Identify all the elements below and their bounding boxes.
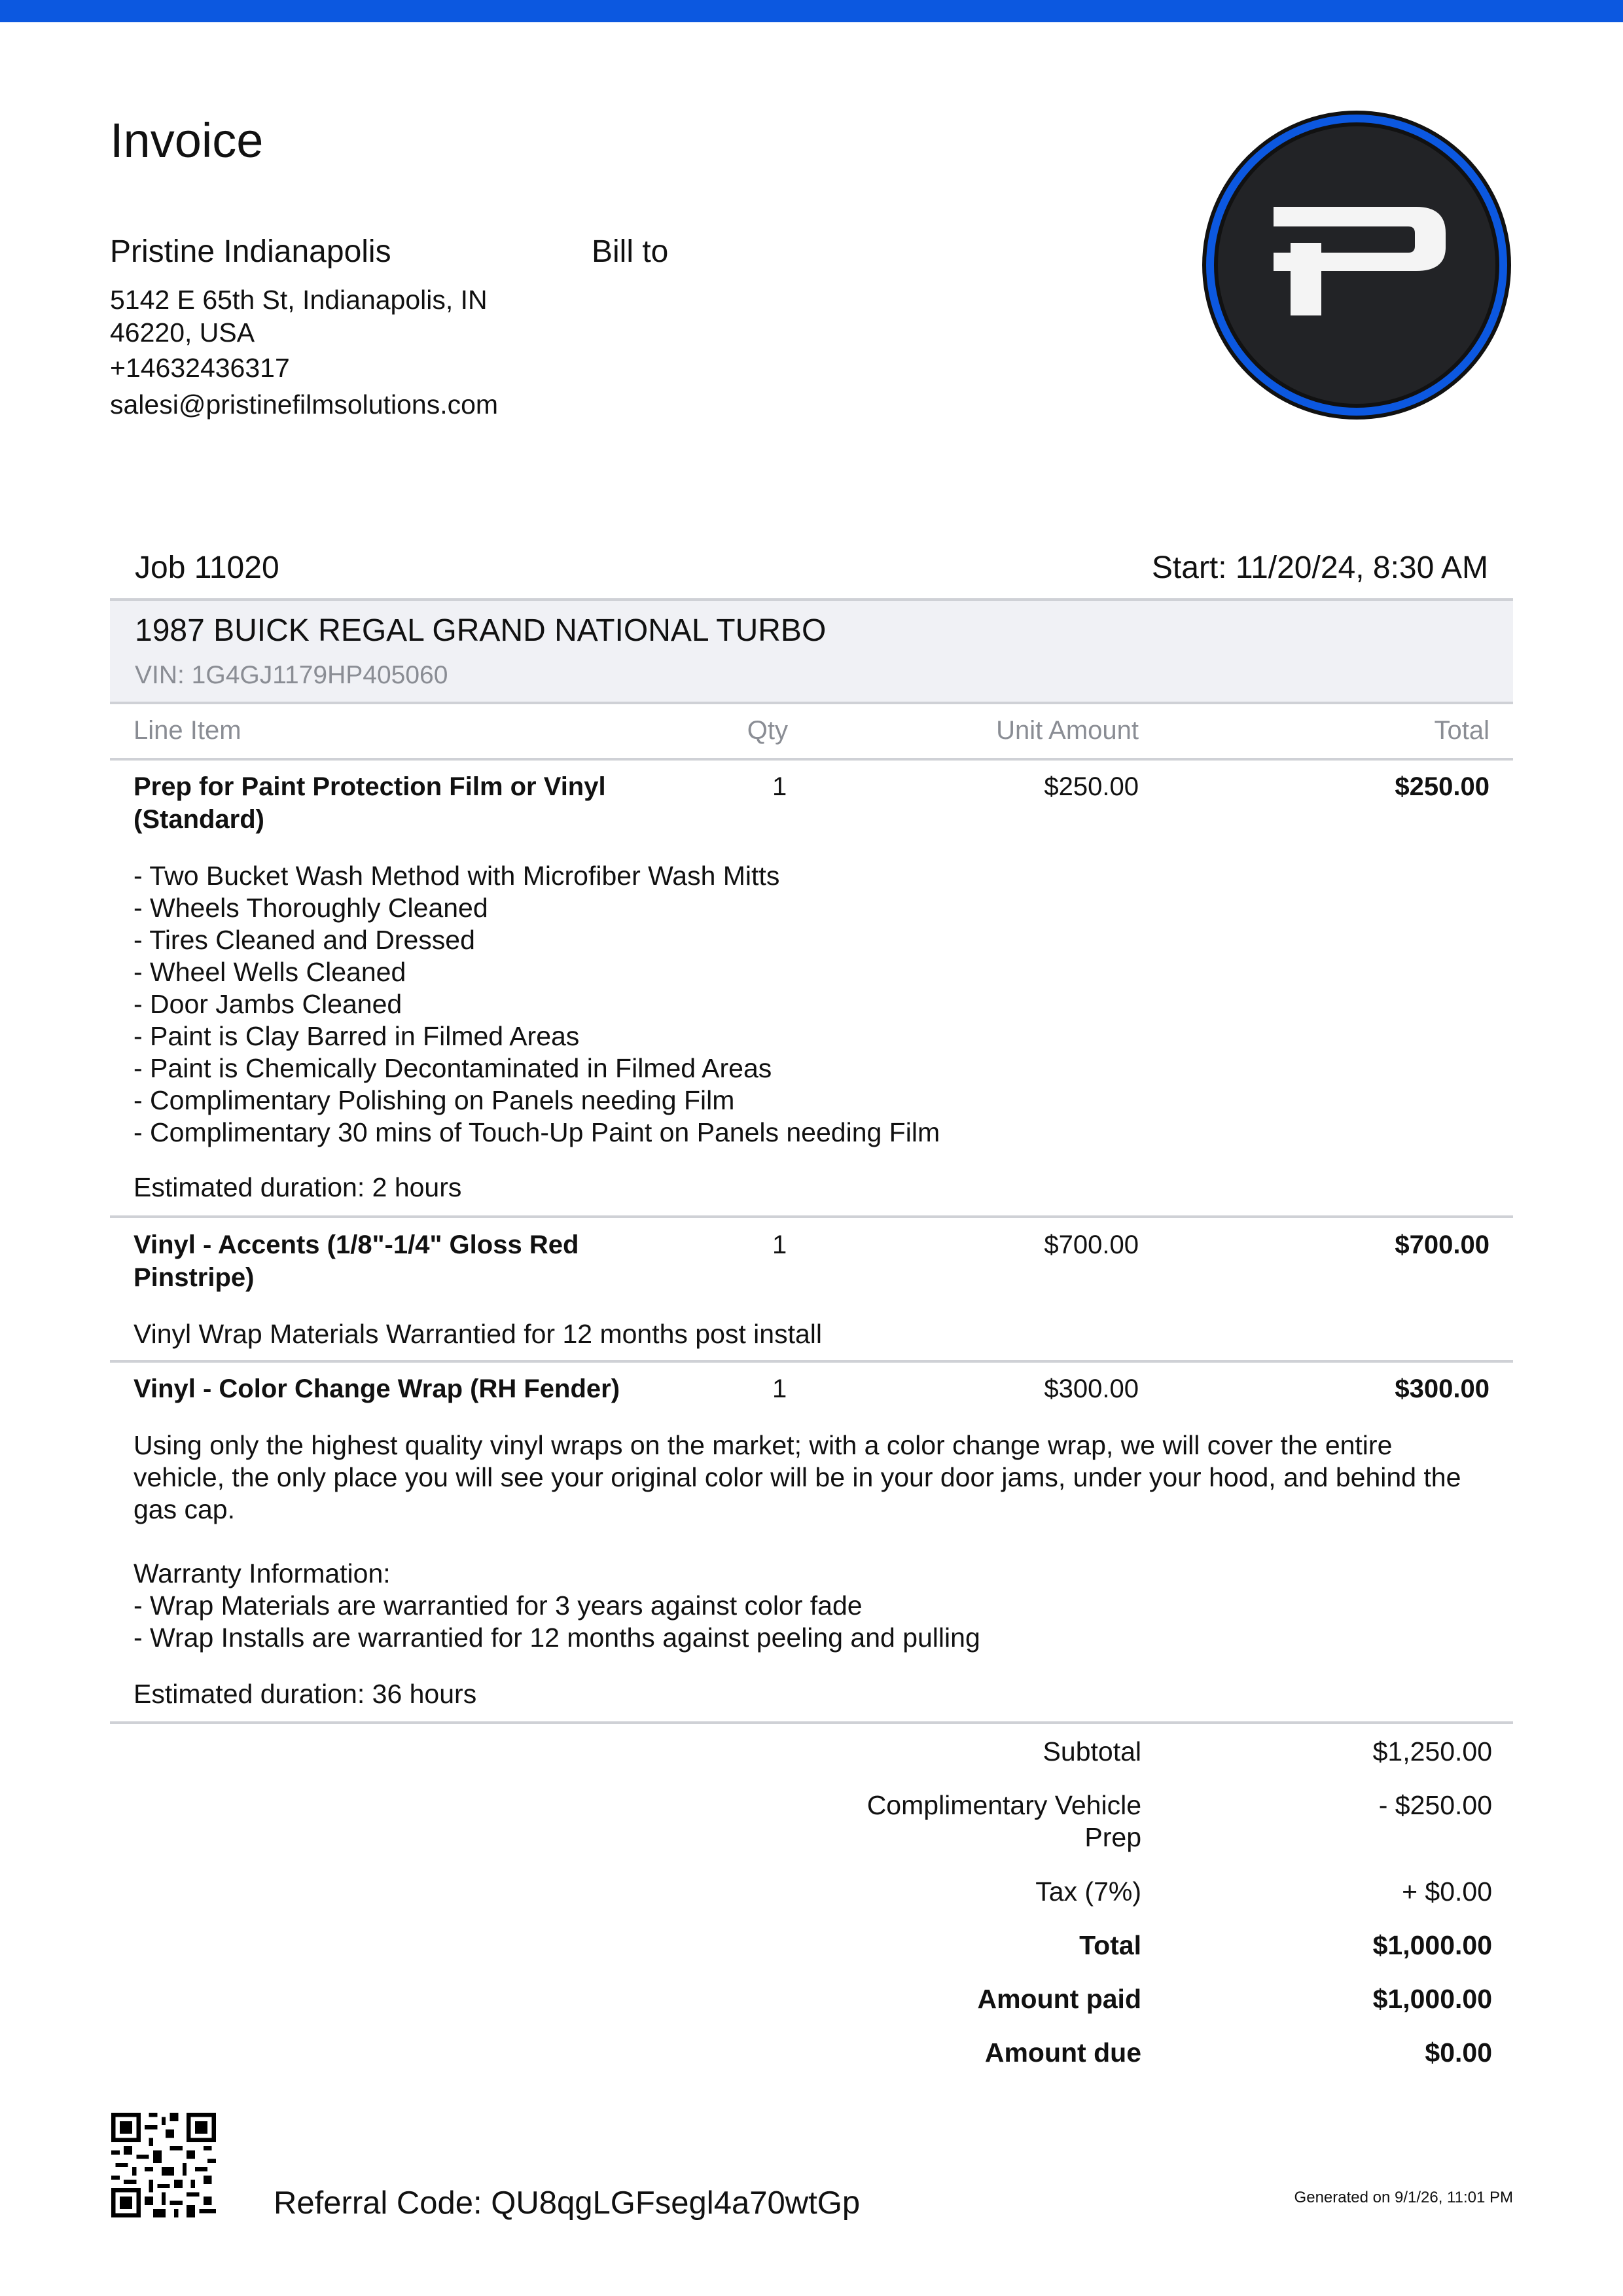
item-description: Using only the highest quality vinyl wraps on the market; with a color change wrap, we will cover the entire vehicle, the only place you will see your original color will be in your door jams, under your hood, and behind the gas cap. Warranty Information: - Wrap Materials are warrantied for 3 years against color fade - Wrap Installs are warrantied for 12 months against peeling and pulling xyxy=(134,1430,1461,1653)
company-phone: +14632436317 xyxy=(110,353,290,383)
column-header-unit: Unit Amount xyxy=(996,716,1139,745)
item-total: $300.00 xyxy=(1395,1374,1489,1403)
item-description: - Two Bucket Wash Method with Microfiber Wash Mitts - Wheels Thoroughly Cleaned - Tires Cleaned and Dressed - Wheel Wells Cleaned - Door Jambs Cleaned - Paint is Clay Barred in Filmed Areas - Paint is Chemically Decontaminated in Filmed Areas - Complimentary Polishing on Panels needing Film - Complimentary 30 mins of Touch-Up Paint on Panels needing Film xyxy=(134,861,940,1147)
job-header xyxy=(110,547,1513,600)
company-address-line1: 5142 E 65th St, Indianapolis, IN xyxy=(110,285,488,315)
subtotal-label: Subtotal xyxy=(1043,1736,1141,1767)
divider xyxy=(110,702,1513,704)
divider xyxy=(110,1360,1513,1363)
item-name: Vinyl - Accents (1/8"-1/4" Gloss Red xyxy=(134,1230,579,1259)
discount-value: - $250.00 xyxy=(1378,1790,1492,1820)
referral-code: Referral Code: QU8qgLGFsegl4a70wtGp xyxy=(274,2185,861,2221)
bill-to-label: Bill to xyxy=(592,234,669,269)
amount-paid-value: $1,000.00 xyxy=(1372,1984,1492,2014)
item-unit: $250.00 xyxy=(1044,772,1139,801)
vehicle-vin: VIN: 1G4GJ1179HP405060 xyxy=(135,661,448,689)
item-name: Pinstripe) xyxy=(134,1263,255,1292)
job-number: Job 11020 xyxy=(135,550,279,585)
item-total: $700.00 xyxy=(1395,1230,1489,1259)
amount-due-value: $0.00 xyxy=(1425,2037,1492,2068)
discount-label: Complimentary Vehicle xyxy=(866,1790,1141,1820)
item-unit: $700.00 xyxy=(1044,1230,1139,1259)
item-qty: 1 xyxy=(772,1374,787,1403)
company-email: salesi@pristinefilmsolutions.com xyxy=(110,389,499,420)
column-header-qty: Qty xyxy=(747,716,788,745)
generated-timestamp: Generated on 9/1/26, 11:01 PM xyxy=(1294,2189,1513,2206)
item-name: Prep for Paint Protection Film or Vinyl xyxy=(134,772,606,801)
divider xyxy=(110,1721,1513,1724)
discount-label: Prep xyxy=(1084,1822,1141,1852)
company-address-line2: 46220, USA xyxy=(110,317,255,348)
amount-paid-label: Amount paid xyxy=(977,1984,1141,2014)
item-qty: 1 xyxy=(772,1230,787,1259)
item-description: Vinyl Wrap Materials Warrantied for 12 months post install xyxy=(134,1319,823,1349)
job-start: Start: 11/20/24, 8:30 AM xyxy=(1151,550,1488,585)
item-name: (Standard) xyxy=(134,805,264,834)
company-name: Pristine Indianapolis xyxy=(110,234,391,269)
company-logo xyxy=(1200,109,1513,422)
total-value: $1,000.00 xyxy=(1372,1930,1492,1960)
divider xyxy=(110,758,1513,761)
item-duration: Estimated duration: 2 hours xyxy=(134,1172,462,1202)
tax-label: Tax (7%) xyxy=(1035,1876,1141,1907)
tax-value: + $0.00 xyxy=(1402,1876,1492,1907)
subtotal-value: $1,250.00 xyxy=(1372,1736,1492,1767)
item-name: Vinyl - Color Change Wrap (RH Fender) xyxy=(134,1374,620,1403)
qr-code-icon xyxy=(111,2113,216,2217)
top-accent-bar xyxy=(0,0,1623,22)
column-header-total: Total xyxy=(1434,716,1489,745)
column-header-item: Line Item xyxy=(134,716,241,745)
vehicle-name: 1987 BUICK REGAL GRAND NATIONAL TURBO xyxy=(135,613,827,648)
total-label: Total xyxy=(1079,1930,1141,1960)
item-total: $250.00 xyxy=(1395,772,1489,801)
vehicle-band xyxy=(110,601,1513,702)
amount-due-label: Amount due xyxy=(984,2037,1141,2068)
item-duration: Estimated duration: 36 hours xyxy=(134,1679,477,1709)
item-unit: $300.00 xyxy=(1044,1374,1139,1403)
divider xyxy=(110,1215,1513,1218)
item-qty: 1 xyxy=(772,772,787,801)
page-title: Invoice xyxy=(110,113,264,168)
